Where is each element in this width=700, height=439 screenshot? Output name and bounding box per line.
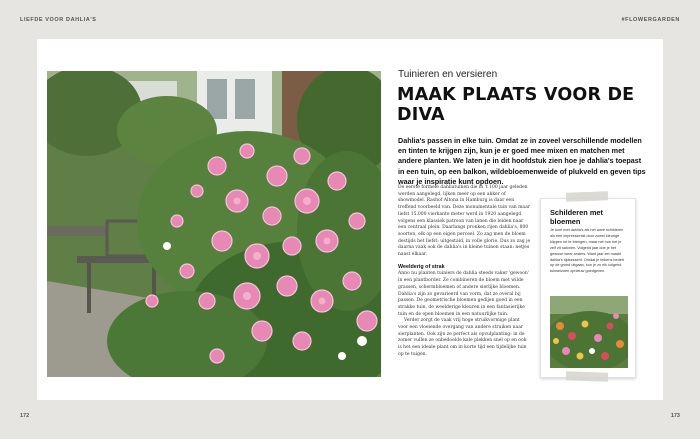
article-intro xyxy=(398,136,648,187)
garden-photo xyxy=(47,71,381,377)
running-header-right: #FLOWERGARDEN xyxy=(621,17,680,23)
article-kicker: Tuinieren en versieren xyxy=(398,69,498,80)
intro-paragraph: Dahlia's passen in elke tuin. Omdat ze in zoveel verschillende modellen en tinten te krijgen zijn, kun je er goed mee mixen en matchen met andere planten. We laten je in dit hoofdstuk zien hoe je dahlia's toepast in een tuin, op een balkon, wildebloemenweide of plukveld en geven tips waar je inspiratie kunt opdoen. xyxy=(398,136,646,186)
body-paragraph-2: Anno nu planten tuiniers de dahlia steeds vaker 'gewoon' in een plantborder. Ze combineren de bloem met wilde grassen, schermbloemen of andere sierlijke bloemen. Dahlia's zijn zo gevarieerd van vorm, dat ze overal bij passen. De geometrische bloemen gedijen goed in een strakke tuin, de weelderige kleuren in een fantasierijke tuin en de open bloemen in een natuurlijke tuin. xyxy=(398,271,530,317)
page-number-left: 172 xyxy=(20,413,30,419)
article-title: MAAK PLAATS VOOR DE DIVA xyxy=(397,85,635,125)
article-body xyxy=(398,185,531,359)
body-subhead: Weelderig of strak xyxy=(398,263,445,270)
page-number-right: 173 xyxy=(670,413,680,419)
running-header-left: LIEFDE VOOR DAHLIA'S xyxy=(20,17,97,23)
sidebar-title: Schilderen met bloemen xyxy=(550,208,603,226)
sidebar-text: Je kunt met dahlia's als het ware schilderen als een impressionist door zowel kleurige klippen tot te brengen, maar net hoe het je zelf zit salonen. Volgend jaar doe je het gewoon weer anders. Want jaar zet maakt dahlia's tijdsessent. Omdat je telkens bedelt op de grond uitgaan, kun je zo elk volgend tuinseizoen opnieuw goedgeven. xyxy=(550,228,624,274)
body-paragraph-3: Verder zorgt de vaak vrij hoge struikvormige plant voor een vloeiende overgang van andere struiken naar sierplanten. Ook zijn ze perfect als opvulplanting: in de zomer vullen ze onbedoelde kale plekken snel op en ook is het een ideale plant om in korte tijd een tijdelijke tuin op te tuigen. xyxy=(398,318,527,357)
sidebar-photo xyxy=(550,296,628,368)
body-paragraph-1: De eerste formele dahliatuinen die in 't 100 jaar geleden werden aangelegd, lijken meer op een akker of showmodel. Rashof Altona in Hamburg is daar een treffend voorbeeld van. Deze monumentale tuin van maar liefst 15.000 vierkante meter werd in 1920 aangelegd volgens een klassiek patroon van lanen die leiden naar een centraal plein. Daarlangs pronken rijen dahlia's, 800 soorten, elk op een eigen perceel. Zo zag men de bloem destijds het liefst: uitgestald, in volle glorie. Dus zo zag je daarna vaak ook de dahlia's in kleine tuinen staan: netjes naast elkaar. xyxy=(398,185,531,258)
tape-bottom xyxy=(566,371,608,381)
tape-top xyxy=(566,191,608,201)
